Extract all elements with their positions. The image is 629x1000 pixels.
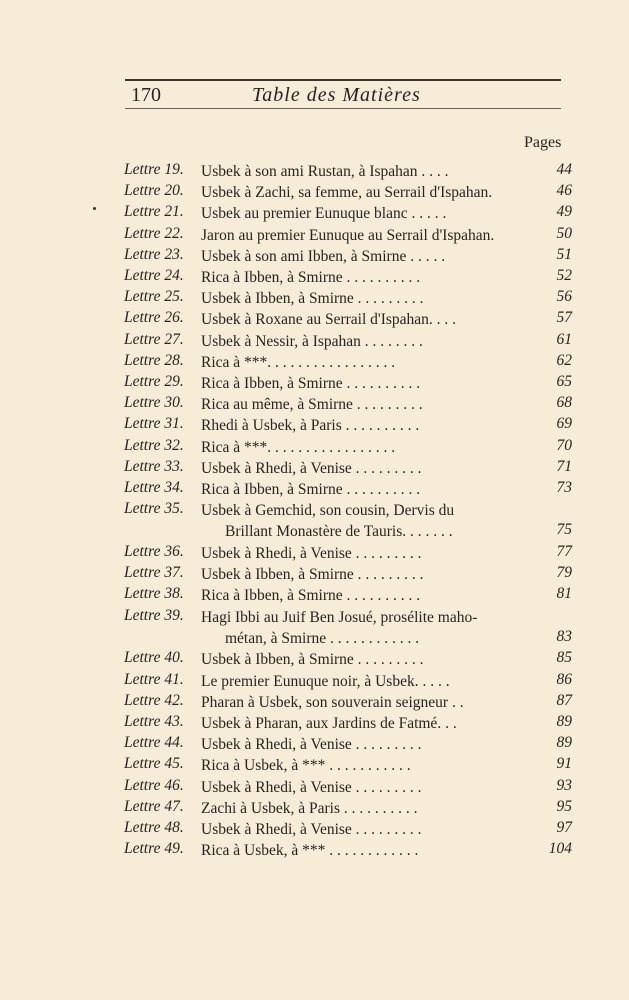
letter-title: Usbek à son ami Ibben, à Smirne . . . . .	[201, 247, 446, 265]
page-ref: 93	[556, 776, 572, 794]
letter-number: Lettre 32.	[124, 436, 184, 454]
letter-number: Lettre 27.	[124, 330, 184, 348]
page-ref: 97	[556, 819, 572, 836]
page-ref: 57	[556, 309, 572, 327]
page-ref: 79	[556, 564, 572, 582]
pages-column-heading: Pages	[524, 134, 562, 151]
margin-speck	[93, 207, 96, 210]
page-ref: 51	[556, 245, 572, 263]
letter-number: Lettre 43.	[124, 713, 184, 730]
page-ref: 46	[556, 182, 572, 200]
letter-title: Rica à Usbek, à *** . . . . . . . . . . . .	[201, 842, 419, 860]
page-ref: 50	[556, 224, 572, 242]
letter-title: Rica à ***. . . . . . . . . . . . . . . . .	[201, 353, 396, 371]
letter-title: Rica à Ibben, à Smirne . . . . . . . . . .	[201, 587, 421, 605]
letter-number: Lettre 22.	[124, 224, 184, 242]
letter-title: Rica au même, à Smirne . . . . . . . . .	[201, 396, 423, 414]
letter-number: Lettre 44.	[124, 734, 184, 752]
letter-title: Rica à Ibben, à Smirne . . . . . . . . . .	[201, 375, 421, 392]
letter-title: Usbek à Rhedi, à Venise . . . . . . . . .	[201, 736, 422, 754]
letter-number: Lettre 41.	[124, 670, 184, 688]
page-ref: 95	[556, 797, 572, 815]
letter-number: Lettre 48.	[124, 819, 184, 836]
header-rule-bottom	[125, 108, 561, 109]
letter-number: Lettre 19.	[124, 161, 184, 178]
letter-title: Usbek à Roxane au Serrail d'Ispahan. . . .	[201, 311, 457, 329]
letter-title: Usbek à Rhedi, à Venise . . . . . . . . .	[201, 778, 422, 796]
page-ref: 91	[556, 755, 572, 773]
letter-number: Lettre 21.	[124, 203, 184, 221]
letter-number: Lettre 47.	[124, 797, 184, 815]
letter-title: Usbek à Pharan, aux Jardins de Fatmé. . .	[201, 715, 457, 732]
page-ref: 49	[556, 203, 572, 221]
page-ref: 104	[548, 840, 572, 858]
letter-title: Usbek à son ami Rustan, à Ispahan . . . .	[201, 163, 449, 180]
letter-title: Rica à Ibben, à Smirne . . . . . . . . . .	[201, 269, 421, 286]
page-ref: 87	[556, 691, 572, 709]
page-ref: 75	[556, 521, 572, 539]
letter-number: Lettre 33.	[124, 457, 184, 475]
letter-title-continued: métan, à Smirne . . . . . . . . . . . .	[225, 629, 420, 647]
letter-title: Usbek à Ibben, à Smirne . . . . . . . . .	[201, 290, 424, 308]
running-title: Table des Matières	[252, 84, 421, 106]
page-ref: 77	[556, 543, 572, 560]
letter-number: Lettre 34.	[124, 479, 184, 496]
page-ref: 56	[556, 288, 572, 306]
letter-title: Usbek à Gemchid, son cousin, Dervis du Brillant Monastère de Tauris. . . . . . .	[201, 500, 532, 542]
letter-title: Usbek à Ibben, à Smirne . . . . . . . . .	[201, 651, 424, 669]
page-ref: 44	[556, 161, 572, 178]
letter-title: Usbek à Rhedi, à Venise . . . . . . . . .	[201, 459, 422, 477]
letter-number: Lettre 38.	[124, 585, 184, 603]
letter-number: Lettre 39.	[124, 606, 184, 624]
letter-title: Pharan à Usbek, son souverain seigneur . .	[201, 693, 464, 711]
page-ref: 65	[556, 373, 572, 390]
page-ref: 71	[556, 457, 572, 475]
letter-title: Hagi Ibbi au Juif Ben Josué, prosélite maho- métan, à Smirne . . . . . . . . . . . .	[201, 607, 532, 649]
letter-number: Lettre 31.	[124, 415, 184, 433]
page-ref: 89	[556, 734, 572, 752]
letter-title: Rica à ***. . . . . . . . . . . . . . . . .	[201, 438, 396, 456]
letter-title-continued: Brillant Monastère de Tauris. . . . . . .	[225, 523, 453, 541]
letter-title: Zachi à Usbek, à Paris . . . . . . . . . .	[201, 799, 418, 817]
page-number: 170	[131, 84, 161, 106]
letter-title: Usbek à Rhedi, à Venise . . . . . . . . .	[201, 821, 422, 838]
page-ref: 89	[556, 713, 572, 730]
page-ref: 86	[556, 670, 572, 688]
page-ref: 62	[556, 351, 572, 369]
letter-number: Lettre 37.	[124, 564, 184, 582]
letter-title: Usbek à Rhedi, à Venise . . . . . . . . .	[201, 545, 422, 562]
letter-number: Lettre 49.	[124, 840, 184, 858]
letter-number: Lettre 36.	[124, 543, 184, 560]
letter-title: Le premier Eunuque noir, à Usbek. . . . .	[201, 672, 450, 690]
page-ref: 81	[556, 585, 572, 603]
letter-number: Lettre 45.	[124, 755, 184, 773]
letter-number: Lettre 26.	[124, 309, 184, 327]
page-ref: 68	[556, 394, 572, 412]
letter-number: Lettre 24.	[124, 267, 184, 284]
letter-number: Lettre 30.	[124, 394, 184, 412]
page-ref: 73	[556, 479, 572, 496]
letter-number: Lettre 29.	[124, 373, 184, 390]
letter-number: Lettre 35.	[124, 500, 184, 518]
letter-number: Lettre 23.	[124, 245, 184, 263]
page-ref: 85	[556, 649, 572, 667]
letter-number: Lettre 46.	[124, 776, 184, 794]
page-ref: 69	[556, 415, 572, 433]
page-ref: 52	[556, 267, 572, 284]
header-rule-top	[125, 79, 561, 81]
page-ref: 61	[556, 330, 572, 348]
letter-title: Usbek à Zachi, sa femme, au Serrail d'Ispahan.	[201, 184, 493, 202]
letter-title: Usbek au premier Eunuque blanc . . . . .	[201, 205, 447, 223]
letter-title: Rica à Ibben, à Smirne . . . . . . . . . .	[201, 481, 421, 498]
letter-title: Usbek à Nessir, à Ispahan . . . . . . . .	[201, 332, 423, 350]
letter-title: Rica à Usbek, à *** . . . . . . . . . . .	[201, 757, 411, 775]
letter-number: Lettre 40.	[124, 649, 184, 667]
letter-number: Lettre 20.	[124, 182, 184, 200]
letter-title: Rhedi à Usbek, à Paris . . . . . . . . . .	[201, 417, 420, 435]
letter-number: Lettre 28.	[124, 351, 184, 369]
page-ref: 83	[556, 627, 572, 645]
letter-number: Lettre 25.	[124, 288, 184, 306]
letter-number: Lettre 42.	[124, 691, 184, 709]
letter-title: Jaron au premier Eunuque au Serrail d'Ispahan.	[201, 226, 495, 244]
letter-title: Usbek à Ibben, à Smirne . . . . . . . . .	[201, 566, 424, 584]
page-ref: 70	[556, 436, 572, 454]
